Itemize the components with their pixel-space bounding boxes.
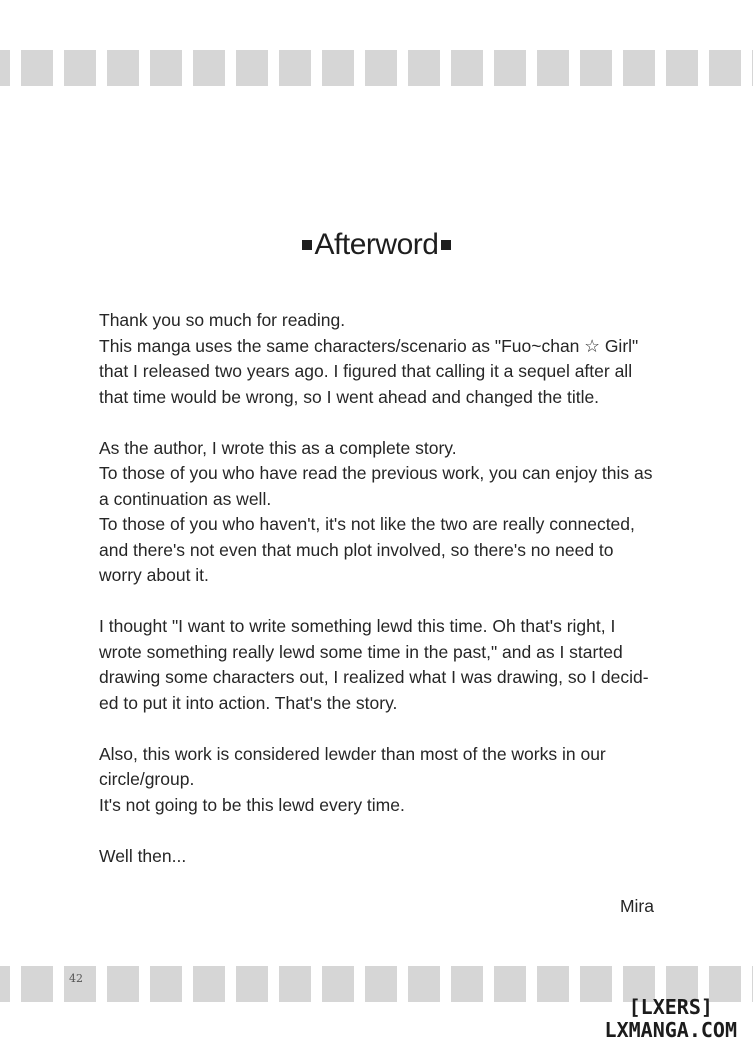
site-logo bbox=[605, 996, 737, 1042]
border-block bbox=[64, 50, 96, 86]
border-block bbox=[494, 966, 526, 1002]
logo-line-1: [LXERS] bbox=[628, 995, 713, 1019]
border-block bbox=[279, 966, 311, 1002]
border-block bbox=[451, 50, 483, 86]
page-number: 42 bbox=[69, 972, 83, 985]
page-title bbox=[0, 228, 753, 262]
author-signature: Mira bbox=[619, 896, 654, 916]
text-line: As the author, I wrote this as a complete story. bbox=[99, 437, 457, 458]
border-block bbox=[150, 50, 182, 86]
border-block bbox=[0, 50, 10, 86]
border-block bbox=[279, 50, 311, 86]
text-line: To those of you who haven't, it's not like the two are really connected, bbox=[99, 514, 635, 534]
border-block bbox=[21, 50, 53, 86]
border-block bbox=[494, 50, 526, 86]
border-block bbox=[107, 50, 139, 86]
border-block bbox=[537, 966, 569, 1002]
paragraph bbox=[99, 614, 659, 716]
text-line: wrote something really lewd some time in the past," and as I started bbox=[99, 641, 623, 662]
text-line: To those of you who have read the previous work, you can enjoy this as bbox=[99, 463, 653, 483]
paragraph bbox=[99, 742, 659, 819]
text-line: that I released two years ago. I figured that calling it a sequel after all bbox=[99, 361, 633, 381]
border-block bbox=[236, 966, 268, 1002]
text-line: circle/group. bbox=[99, 769, 195, 789]
paragraph bbox=[99, 436, 659, 589]
afterword-body bbox=[99, 308, 659, 895]
border-block bbox=[193, 966, 225, 1002]
border-block bbox=[709, 50, 741, 86]
text-line: Thank you so much for reading. bbox=[99, 310, 346, 330]
text-line: I thought "I want to write something lewd this time. Oh that's right, I bbox=[99, 616, 616, 636]
title-right-square bbox=[441, 240, 451, 250]
border-block bbox=[322, 966, 354, 1002]
border-block bbox=[21, 966, 53, 1002]
border-block bbox=[236, 50, 268, 86]
border-block bbox=[322, 50, 354, 86]
border-block bbox=[365, 966, 397, 1002]
paragraph bbox=[99, 308, 659, 410]
text-line: a continuation as well. bbox=[99, 488, 272, 509]
logo-line-2: LXMANGA.COM bbox=[604, 1018, 737, 1042]
text-line: worry about it. bbox=[99, 565, 209, 585]
text-line: drawing some characters out, I realized what I was drawing, so I decid- bbox=[99, 667, 649, 687]
border-block bbox=[408, 50, 440, 86]
border-block bbox=[0, 966, 10, 1002]
border-block bbox=[451, 966, 483, 1002]
title-left-square bbox=[302, 240, 312, 250]
border-block bbox=[150, 966, 182, 1002]
text-line: ed to put it into action. That's the story. bbox=[99, 692, 398, 713]
border-block bbox=[107, 966, 139, 1002]
text-line: and there's not even that much plot involved, so there's no need to bbox=[99, 539, 614, 560]
border-block bbox=[193, 50, 225, 86]
text-line: It's not going to be this lewd every time. bbox=[99, 794, 405, 815]
border-block bbox=[623, 50, 655, 86]
text-line: that time would be wrong, so I went ahead and changed the title. bbox=[99, 386, 600, 407]
text-line: Also, this work is considered lewder than most of the works in our bbox=[99, 743, 606, 764]
paragraph bbox=[99, 844, 659, 870]
border-block bbox=[408, 966, 440, 1002]
border-block bbox=[537, 50, 569, 86]
title-text: Afterword bbox=[314, 228, 439, 261]
text-line: Well then... bbox=[99, 845, 187, 866]
border-block bbox=[580, 50, 612, 86]
border-block bbox=[666, 50, 698, 86]
text-line: This manga uses the same characters/scenario as "Fuo~chan ☆ Girl" bbox=[99, 335, 639, 356]
border-block bbox=[365, 50, 397, 86]
top-border-strip bbox=[0, 50, 753, 86]
